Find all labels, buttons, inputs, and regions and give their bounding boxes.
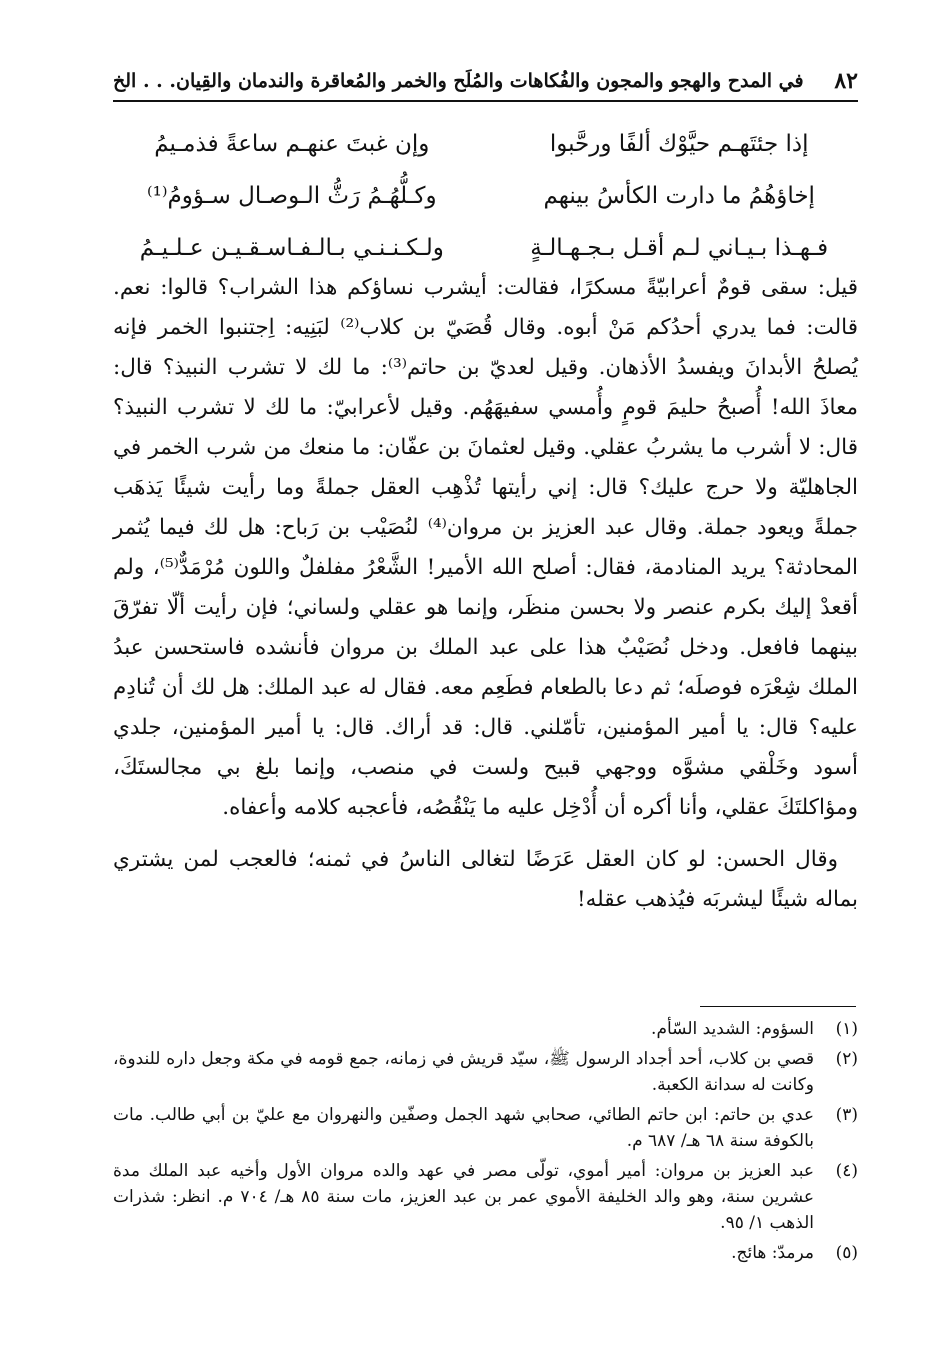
footnote-text: مرمدّ: هائج. bbox=[731, 1243, 814, 1263]
verse-first-hemistich: إذا جئتَهـم حيَّوْك ألفًا ورحَّبوا bbox=[549, 131, 809, 157]
page-header bbox=[113, 62, 858, 102]
footnote-number: (٣) bbox=[835, 1105, 858, 1125]
footnote-text: عبد العزيز بن مروان: أمير أموي، تولّى مصر في عهد والده مروان الأول وأخيه عبد الملك مدة عشرين سنة، وهو والد الخليفة الأموي عمر بن عبد العزيز، مات سنة ٨٥ هـ/ ٧٠٤ م. انظر: شذرات الذهب ١/ ٩٥. bbox=[113, 1161, 815, 1233]
footnote-text: قصي بن كلاب، أحد أجداد الرسول ﷺ، سيّد قريش في زمانه، جمع قومه في مكة وجعل داره للندوة، وكانت له سدانة الكعبة. bbox=[113, 1049, 814, 1095]
footnotes bbox=[113, 1016, 858, 1270]
verse-second-hemistich: ولـكـنـنـي بـالـفـاسـقـيـن عـلـيـمُ bbox=[139, 235, 444, 261]
footnote-number: (١) bbox=[835, 1019, 858, 1039]
footnote bbox=[113, 1046, 858, 1098]
running-title: في المدح والهجو والمجون والفُكاهات والمُلَح والخمر والمُعاقرة والندمان والقِيان. . . الخ bbox=[113, 70, 804, 92]
footnote bbox=[113, 1158, 858, 1236]
footnote-number: (٤) bbox=[835, 1161, 858, 1181]
poem bbox=[113, 118, 858, 274]
footnote bbox=[113, 1240, 858, 1266]
page-number: ٨٢ bbox=[834, 68, 858, 94]
body-text bbox=[113, 268, 858, 920]
verse-first-hemistich: إخاؤهُمُ ما دارت الكأسُ بينهم bbox=[543, 183, 815, 209]
body-paragraph: قيل: سقى قومٌ أعرابيّةً مسكرًا، فقالت: أيشرب نساؤكم هذا الشراب؟ قالوا: نعم. قالت: فما يدري أحدُكم مَنْ أبوه. وقال قُصَيّ بن كلاب⁽²⁾ لبَنِيه: اِجتنبوا الخمر فإنه يُصلحُ الأبدانَ ويفسدُ الأذهان. وقيل لعديّ بن حاتم⁽³⁾: ما لك لا تشرب النبيذ؟ قال: معاذَ الله! أُصبحُ حليمَ قومٍ وأُمسي سفيهَهُم. وقيل لأعرابيّ: ما لك لا تشرب النبيذ؟ قال: لا أشرب ما يشربُ عقلي. وقيل لعثمانَ بن عفّان: ما منعك من شرب الخمر في الجاهليّة ولا حرج عليك؟ قال: إني رأيتها تُذْهِب العقل جملةً وما رأيت شيئًا يَذهَب جملةً ويعود جملة. وقال عبد العزيز بن مروان⁽⁴⁾ لنُصَيْب بن رَباح: هل لك فيما يُثمر المحادثة؟ يريد المنادمة، فقال: أصلح الله الأمير! الشَّعْرُ مفلفلٌ واللون مُرْمَدٌّ⁽⁵⁾، ولم أقعدْ إليك بكرم عنصر ولا بحسن منظَر، وإنما هو عقلي ولساني؛ فإن رأيت ألّا تفرّقَ بينهما فافعل. ودخل نُصَيْبٌ هذا على عبد الملك بن مروان فأنشده فاستحسن عبدُ الملك شِعْرَه فوصلَه؛ ثم دعا بالطعام فطَعِم معه. فقال له عبد الملك: هل لك أن تُنادِم عليه؟ قال: يا أمير المؤمنين، تأمّلني. قال: قد أراك. قال: يا أمير المؤمنين، جلدي أسود وخَلْقي مشوَّه ووجهي قبيح ولست في منصب، وإنما بلغ بي مجالستَكَ، ومؤاكلتَكَ عقلي، وأنا أكره أن أُدْخِل عليه ما يَنْقُصُه، فأعجبه كلامه وأعفاه. bbox=[113, 275, 859, 820]
footnote-number: (٢) bbox=[835, 1049, 858, 1069]
footnote bbox=[113, 1016, 858, 1042]
footnote-divider bbox=[700, 1006, 856, 1007]
poem-verse bbox=[113, 118, 858, 170]
footnote-number: (٥) bbox=[835, 1243, 858, 1263]
verse-second-hemistich: وإن غبتَ عنهـم ساعةً فذمـيمُ bbox=[154, 131, 430, 157]
footnote-text: عدي بن حاتم: ابن حاتم الطائي، صحابي شهد الجمل وصفّين والنهروان مع عليّ بن أبي طالب. مات بالكوفة سنة ٦٨ هـ/ ٦٨٧ م. bbox=[113, 1105, 814, 1151]
verse-second-hemistich: وكـلُّهُـمُ رَثُّ الـوصـال سـؤومُ⁽¹⁾ bbox=[147, 183, 437, 209]
body-paragraph: وقال الحسن: لو كان العقل عَرَضًا لتغالى الناسُ في ثمنه؛ فالعجب لمن يشتري بماله شيئًا ليشربَه فيُذهب عقله! bbox=[113, 847, 858, 912]
footnote bbox=[113, 1102, 858, 1154]
verse-first-hemistich: فـهـذا بـيـاني لـم أقـل بـجـهـالـةٍ bbox=[530, 235, 829, 261]
footnote-text: السؤوم: الشديد السّأم. bbox=[651, 1019, 814, 1039]
poem-verse bbox=[113, 170, 858, 222]
poem-verse bbox=[113, 222, 858, 274]
